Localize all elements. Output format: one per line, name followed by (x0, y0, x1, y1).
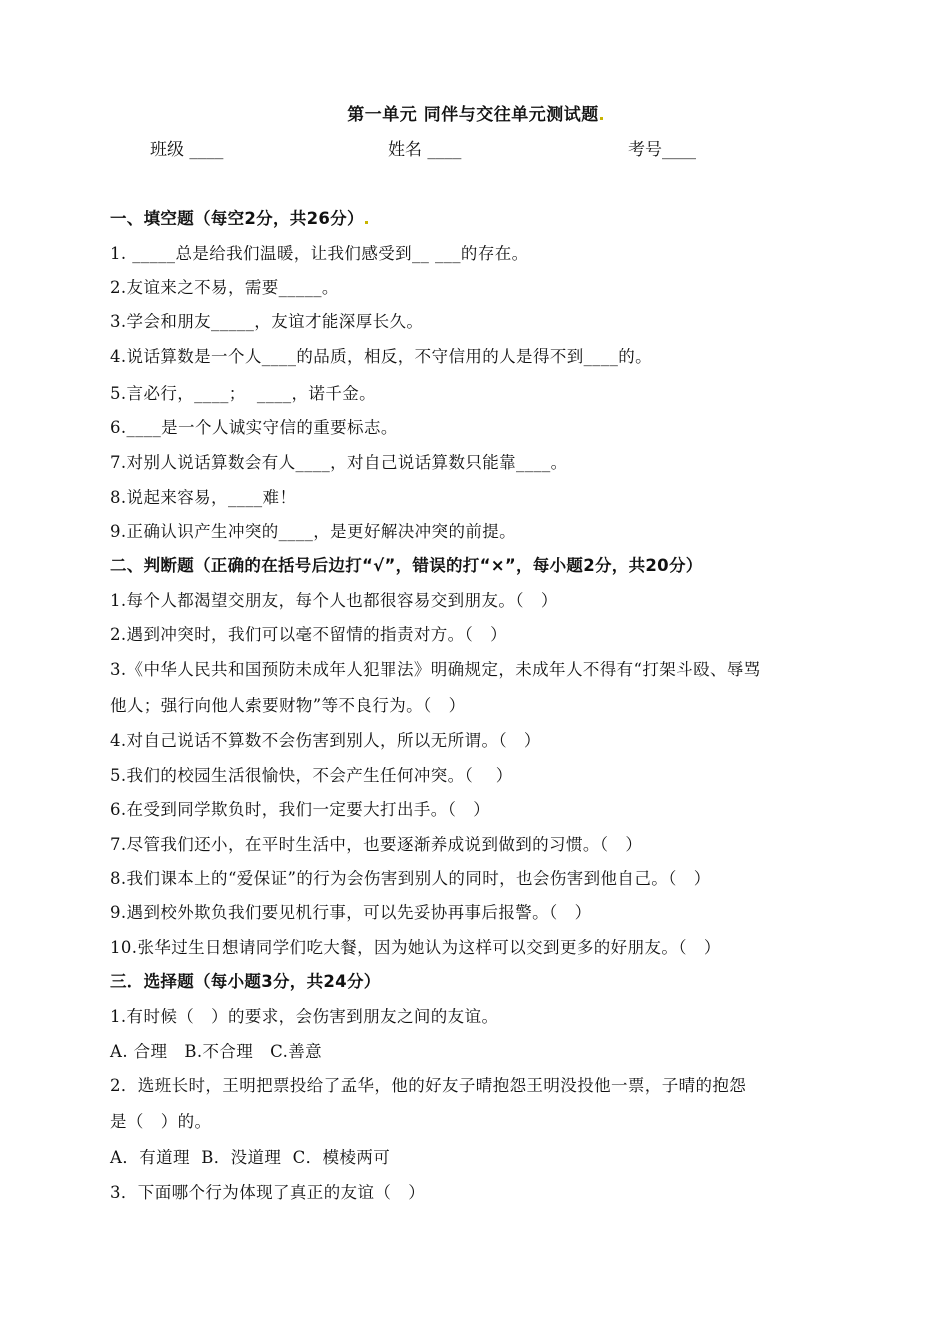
question-line: 4.对自己说话不算数不会伤害到别人，所以无所谓。（ ） (110, 731, 541, 750)
question-line: 1. _____总是给我们温暖，让我们感受到__ ___的存在。 (110, 244, 529, 263)
question-line: 2.友谊来之不易，需要_____。 (110, 278, 339, 297)
question-line: 他人；强行向他人索要财物”等不良行为。（ ） (110, 696, 466, 715)
question-line: 5.言必行，____； ____，诺千金。 (110, 384, 377, 403)
question-line: 2.遇到冲突时，我们可以毫不留情的指责对方。（ ） (110, 625, 508, 644)
question-line: 10.张华过生日想请同学们吃大餐，因为她认为这样可以交到更多的好朋友。（ ） (110, 938, 721, 957)
page-title: 第一单元 同伴与交往单元测试题 (0, 100, 950, 125)
section-heading-fill-in: 一、填空题（每空2分，共26分） (110, 205, 368, 229)
stray-mark (600, 117, 603, 120)
question-line: 6.在受到同学欺负时，我们一定要大打出手。（ ） (110, 800, 491, 819)
section-heading-true-false: 二、判断题（正确的在括号后边打“√”，错误的打“×”，每小题2分，共20分） (110, 556, 703, 575)
question-line: 6.____是一个人诚实守信的重要标志。 (110, 418, 398, 437)
question-line: 3.《中华人民共和国预防未成年人犯罪法》明确规定，未成年人不得有“打架斗殴、辱骂 (110, 660, 761, 679)
option-line: A. 合理 B.不合理 C.善意 (110, 1042, 323, 1061)
question-line: 7.尽管我们还小，在平时生活中，也要逐渐养成说到做到的习惯。（ ） (110, 835, 643, 854)
question-line: 1.有时候（ ）的要求，会伤害到朋友之间的友谊。 (110, 1007, 499, 1026)
question-line: 4.说话算数是一个人____的品质，相反，不守信用的人是得不到____的。 (110, 347, 653, 366)
question-line: 3.学会和朋友_____，友谊才能深厚长久。 (110, 312, 424, 331)
name-field: 姓名 ____ (388, 140, 462, 160)
question-line: 9.正确认识产生冲突的____，是更好解决冲突的前提。 (110, 522, 517, 541)
question-line: 8.说起来容易，____难！ (110, 488, 297, 507)
question-line: 是（ ）的。 (110, 1112, 212, 1131)
class-field: 班级 ____ (150, 140, 224, 160)
question-line: 2．选班长时，王明把票投给了孟华，他的好友子晴抱怨王明没投他一票，子晴的抱怨 (110, 1076, 747, 1095)
exam-number-field: 考号____ (628, 140, 696, 160)
section-heading-choice: 三．选择题（每小题3分，共24分） (110, 972, 381, 991)
question-line: 3．下面哪个行为体现了真正的友谊（ ） (110, 1183, 426, 1202)
question-line: 9.遇到校外欺负我们要见机行事，可以先妥协再事后报警。（ ） (110, 903, 592, 922)
question-line: 7.对别人说话算数会有人____，对自己说话算数只能靠____。 (110, 453, 568, 472)
option-line: A．有道理 B．没道理 C．模棱两可 (110, 1148, 391, 1167)
question-line: 1.每个人都渴望交朋友，每个人也都很容易交到朋友。（ ） (110, 591, 558, 610)
stray-mark (365, 221, 368, 224)
question-line: 5.我们的校园生活很愉快，不会产生任何冲突。（ ） (110, 766, 513, 785)
question-line: 8.我们课本上的“爱保证”的行为会伤害到别人的同时，也会伤害到他自己。（ ） (110, 869, 711, 888)
